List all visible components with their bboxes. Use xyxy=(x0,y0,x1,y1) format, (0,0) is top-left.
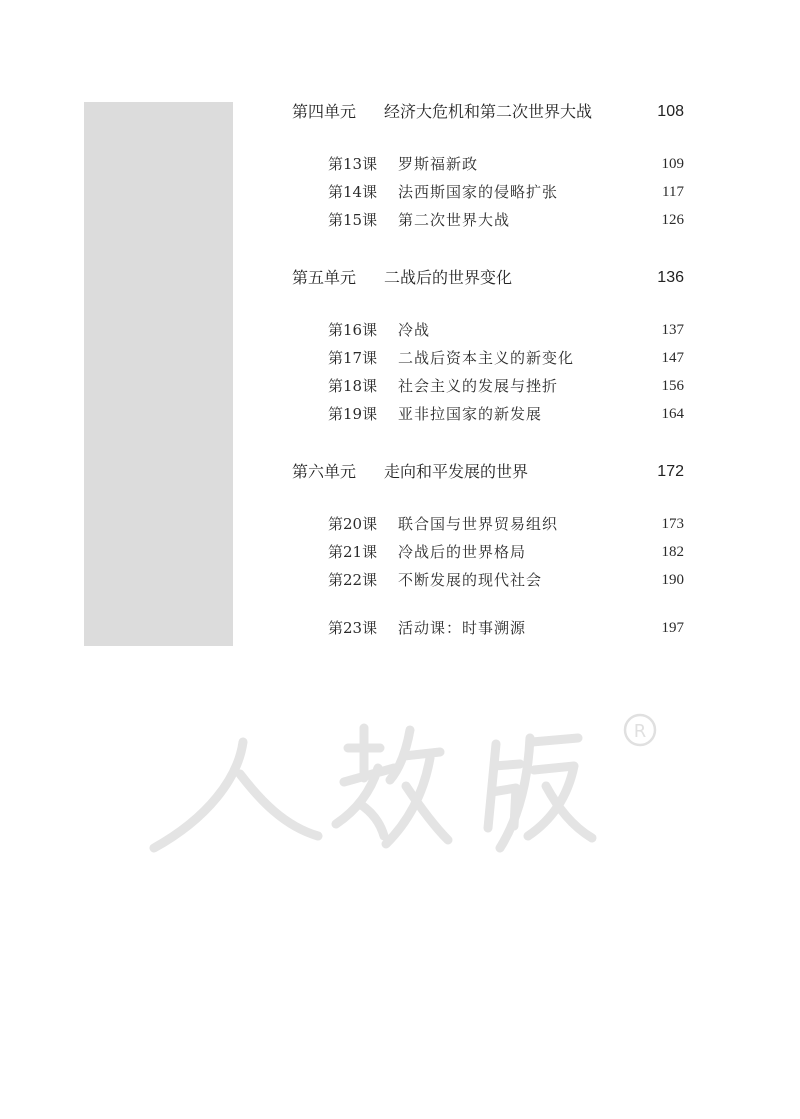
toc-lesson-17[interactable] xyxy=(292,344,684,372)
toc-lesson-14[interactable] xyxy=(292,178,684,206)
unit-page: 136 xyxy=(657,269,684,286)
toc-lesson-22[interactable] xyxy=(292,566,684,594)
toc-lesson-16[interactable] xyxy=(292,316,684,344)
toc-lesson-15[interactable] xyxy=(292,206,684,234)
svg-text:R: R xyxy=(633,721,647,742)
lesson-number: 第13课 xyxy=(328,155,378,173)
toc-lesson-13[interactable] xyxy=(292,150,684,178)
lesson-number: 第14课 xyxy=(328,183,378,201)
lesson-page: 156 xyxy=(661,378,684,394)
table-of-contents xyxy=(292,98,684,642)
lesson-number: 第22课 xyxy=(328,571,378,589)
lesson-number: 第18课 xyxy=(328,377,378,395)
unit-number: 第六单元 xyxy=(292,462,357,481)
lesson-page: 126 xyxy=(661,212,684,228)
lesson-page: 147 xyxy=(661,350,684,366)
lesson-page: 137 xyxy=(661,322,684,338)
lesson-title: 亚非拉国家的新发展 xyxy=(398,405,543,423)
unit-title: 走向和平发展的世界 xyxy=(384,462,529,481)
lesson-number: 第15课 xyxy=(328,211,378,229)
toc-unit-5[interactable] xyxy=(292,264,684,292)
lesson-title: 第二次世界大战 xyxy=(398,211,511,229)
lesson-number: 第17课 xyxy=(328,349,378,367)
lesson-title: 联合国与世界贸易组织 xyxy=(398,515,559,533)
toc-lesson-18[interactable] xyxy=(292,372,684,400)
unit-page: 172 xyxy=(657,463,684,480)
unit-title: 经济大危机和第二次世界大战 xyxy=(384,102,593,121)
lesson-page: 117 xyxy=(662,184,684,200)
lesson-page: 109 xyxy=(661,156,684,172)
lesson-number: 第20课 xyxy=(328,515,378,533)
lesson-page: 190 xyxy=(661,572,684,588)
lesson-number: 第16课 xyxy=(328,321,378,339)
toc-lesson-21[interactable] xyxy=(292,538,684,566)
lesson-page: 173 xyxy=(661,516,684,532)
unit-page: 108 xyxy=(657,103,684,120)
lesson-title: 二战后资本主义的新变化 xyxy=(398,349,575,367)
unit-number: 第四单元 xyxy=(292,102,357,121)
lesson-number: 第23课 xyxy=(328,619,378,637)
toc-unit-4[interactable] xyxy=(292,98,684,126)
lesson-title: 社会主义的发展与挫折 xyxy=(398,377,559,395)
lesson-title: 罗斯福新政 xyxy=(398,155,479,173)
lesson-title: 冷战 xyxy=(398,321,431,339)
lesson-title: 冷战后的世界格局 xyxy=(398,543,527,561)
publisher-watermark-logo xyxy=(148,708,668,868)
toc-unit-6[interactable] xyxy=(292,458,684,486)
unit-title: 二战后的世界变化 xyxy=(384,268,513,287)
side-bar xyxy=(84,102,233,646)
lesson-title: 活动课：时事溯源 xyxy=(398,619,527,637)
toc-lesson-19[interactable] xyxy=(292,400,684,428)
unit-number: 第五单元 xyxy=(292,268,357,287)
lesson-page: 182 xyxy=(661,544,684,560)
lesson-number: 第19课 xyxy=(328,405,378,423)
lesson-page: 197 xyxy=(661,620,684,636)
lesson-page: 164 xyxy=(661,406,684,422)
toc-lesson-23[interactable] xyxy=(292,614,684,642)
lesson-title: 不断发展的现代社会 xyxy=(398,571,543,589)
lesson-number: 第21课 xyxy=(328,543,378,561)
toc-lesson-20[interactable] xyxy=(292,510,684,538)
lesson-title: 法西斯国家的侵略扩张 xyxy=(398,183,559,201)
